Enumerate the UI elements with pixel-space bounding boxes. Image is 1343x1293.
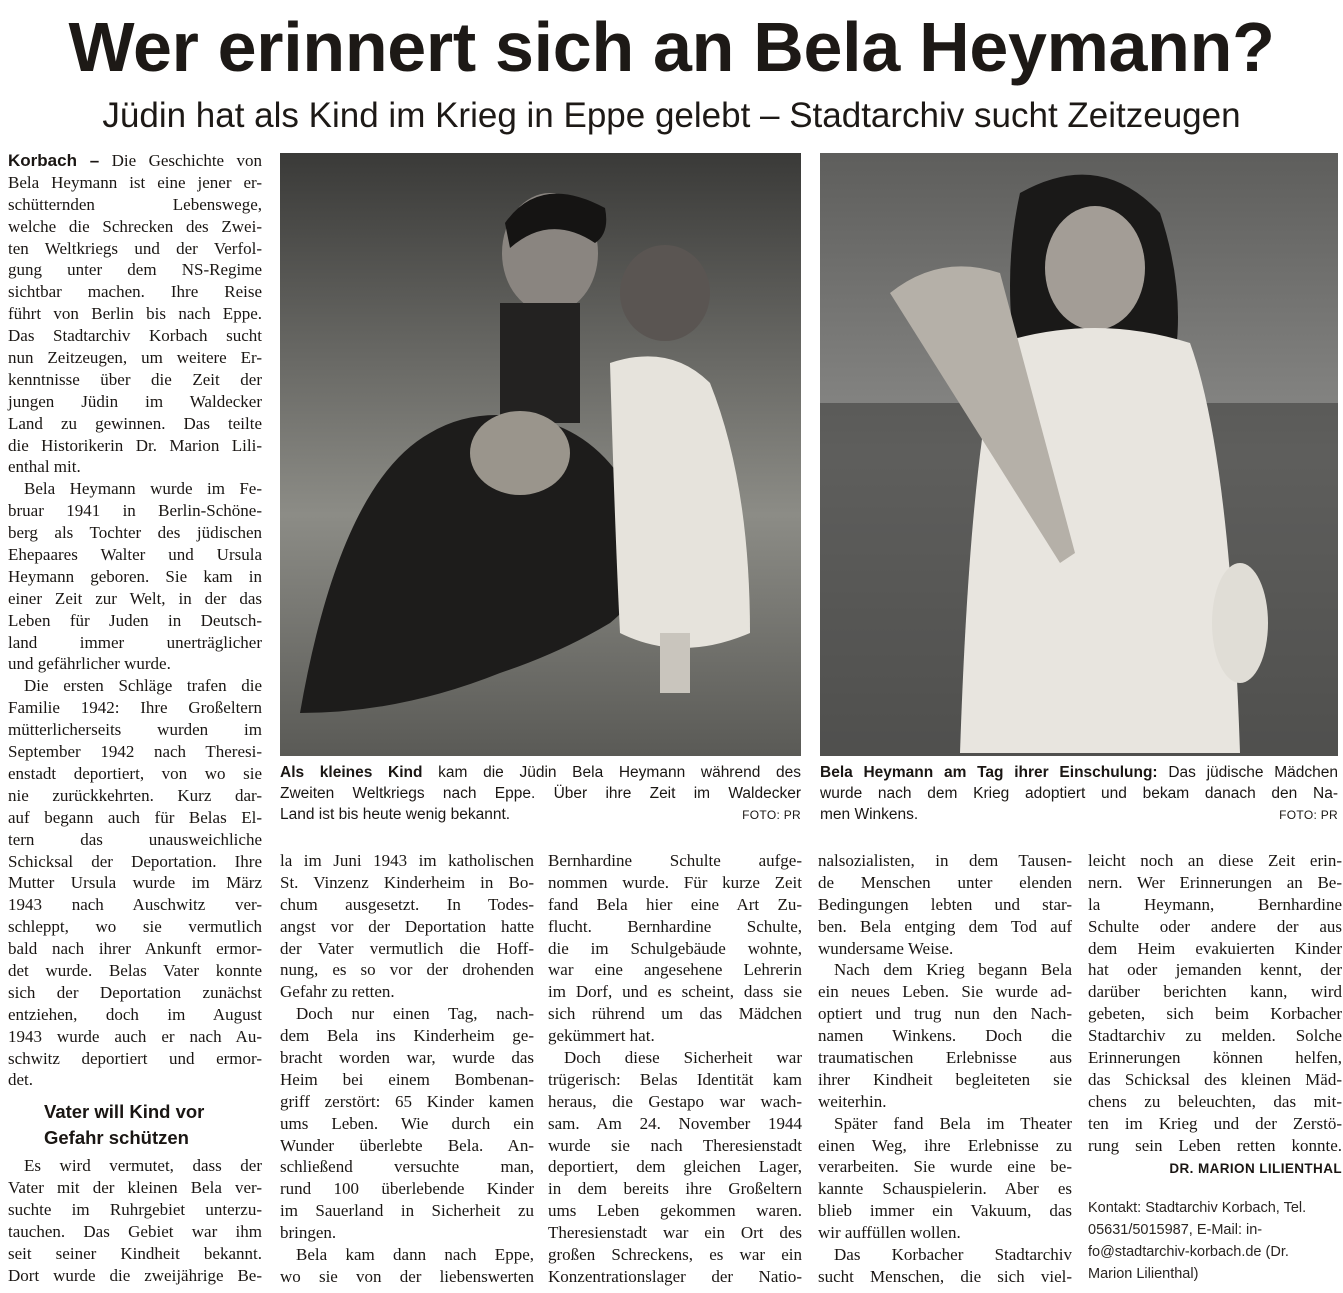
text-line: Bela Heymann ist eine jener er- — [8, 172, 262, 192]
text-line: fand Bela hier eine Art Zu- — [548, 894, 802, 914]
text-line: bruar 1941 in Berlin-Schöne- — [8, 501, 262, 521]
text-line: großen Schreckens, es war ein — [548, 1245, 802, 1265]
text-line: gebeten, sich beim Korbacher — [1088, 1004, 1342, 1024]
text-line: bald nach ihrer Ankunft ermor- — [8, 939, 262, 959]
text-line: berg als Tochter des jüdischen — [8, 523, 262, 543]
paragraph — [8, 1155, 262, 1286]
paragraph — [8, 478, 262, 675]
paragraph — [818, 959, 1072, 1112]
contact-line: fo@stadtarchiv-korbach.de (Dr. — [1088, 1244, 1289, 1261]
text-line: auf begann auch für Belas El- — [8, 807, 262, 827]
text-line: weiterhin. — [818, 1091, 887, 1111]
photo-caption-2: Bela Heymann am Tag ihrer Einschulung: Das jüdische Mädchen wurde nach dem Krieg adoptiert und bekam danach den Na- men Winkens. FOTO: PR — [820, 762, 1338, 826]
caption-lead: Bela Heymann am Tag ihrer Einschulung: — [820, 764, 1158, 781]
text-line: wurde sie nach Theresienstadt — [548, 1135, 802, 1155]
text-line: entziehen, doch im August — [8, 1004, 262, 1024]
text-line: mütterlicherseits wurden im — [8, 720, 262, 740]
paragraph — [548, 850, 802, 1047]
text-line: Mutter Ursula wurde im März — [8, 873, 262, 893]
text-line: de Menschen unter elenden — [818, 872, 1072, 892]
text-line: trügerisch: Belas Identität kam — [548, 1069, 802, 1089]
text-line: 1943 nach Auschwitz ver- — [8, 895, 262, 915]
article-column-3 — [548, 850, 802, 1288]
text-line: im Dorf, und es scheint, dass sie — [548, 982, 802, 1002]
text-line: dem Heim evakuierten Kinder — [1088, 938, 1342, 958]
article-column-1 — [8, 150, 262, 1287]
text-line: Heim bei einem Bombenan- — [280, 1069, 534, 1089]
text-line: St. Vinzenz Kinderheim in Bo- — [280, 872, 534, 892]
text-line: gung unter dem NS-Regime — [8, 260, 262, 280]
photo-credit: FOTO: PR — [1279, 808, 1338, 822]
text-line: Schulte oder andere der aus — [1088, 916, 1342, 936]
text-line: ten im Krieg und der Zerstö- — [1088, 1113, 1342, 1133]
text-line: griff zerstört: 65 Kinder kamen — [280, 1091, 534, 1111]
text-line: nie zurückkehrten. Kurz dar- — [8, 785, 262, 805]
photo-man-with-child-and-rabbit — [280, 153, 801, 756]
text-line: welche die Schrecken des Zwei- — [8, 216, 262, 236]
text-line: heraus, die Gestapo war wach- — [548, 1091, 802, 1111]
text-line: optiert und trug nun den Nach- — [818, 1004, 1072, 1024]
text-line: Land zu gewinnen. Das teilte — [8, 413, 262, 433]
text-line: Es wird vermutet, dass der — [24, 1156, 262, 1176]
text-line: nalsozialisten, in dem Tausen- — [818, 851, 1072, 870]
paragraph — [1088, 850, 1342, 1156]
text-line: Vater mit der kleinen Bela ver- — [8, 1178, 262, 1198]
text-line: Das Stadtarchiv Korbach sucht — [8, 326, 262, 346]
photo-credit: FOTO: PR — [742, 808, 801, 822]
text-line: tauchen. Das Gebiet war ihm — [8, 1221, 262, 1241]
text-line: schwitz deportiert und ermor- — [8, 1048, 262, 1068]
text-line: land immer unerträglicher — [8, 632, 262, 652]
text-line: Dort wurde die zweijährige Be- — [8, 1265, 262, 1285]
paragraph — [8, 675, 262, 1091]
text-line: schließend versuchte man, — [280, 1157, 534, 1177]
text-line: Erinnerungen können helfen, — [1088, 1048, 1342, 1068]
text-line: Doch diese Sicherheit war — [564, 1048, 802, 1068]
text-line: Ehepaares Walter und Ursula — [8, 545, 262, 565]
text-line: nun Zeitzeugen, um weitere Er- — [8, 348, 262, 368]
text-line: det wurde. Belas Vater konnte — [8, 960, 262, 980]
text-line: Stadtarchiv zu melden. Solche — [1088, 1026, 1342, 1046]
text-line: schleppt, wo sie vermutlich — [8, 917, 262, 937]
text-line: Leben für Juden in Deutsch- — [8, 610, 262, 630]
contact-line: 05631/5015987, E-Mail: in- — [1088, 1222, 1263, 1239]
text-line: verarbeiten. Sie wurde eine be- — [818, 1157, 1072, 1177]
paragraph — [280, 1003, 534, 1244]
text-line: kannte Schauspielerin. Aber es — [818, 1179, 1072, 1199]
paragraph — [818, 850, 1072, 959]
text-line: sam. Am 24. November 1944 — [548, 1113, 802, 1133]
text-line: die im Schulgebäude wohnte, — [548, 938, 802, 958]
text-line: hat oder jemanden kennt, der — [1088, 960, 1342, 980]
text-line: seit seiner Kindheit bekannt. — [8, 1243, 262, 1263]
text-line: das Schicksal des kleinen Mäd- — [1088, 1069, 1342, 1089]
text-line: Das Korbacher Stadtarchiv — [834, 1245, 1072, 1265]
text-line: war eine angesehene Lehrerin — [548, 960, 802, 980]
author-byline: DR. MARION LILIENTHAL — [1169, 1161, 1342, 1177]
text-line: Schicksal der Deportation. Ihre — [8, 851, 262, 871]
text-line: det. — [8, 1070, 34, 1090]
paragraph — [548, 1047, 802, 1288]
text-line: führt von Berlin bis nach Eppe. — [8, 304, 262, 324]
text-line: ben. Bela entging dem Tod auf — [818, 916, 1072, 936]
text-line: Bela Heymann wurde im Fe- — [24, 479, 262, 499]
text-line: nommen wurde. Für kurze Zeit — [548, 872, 802, 892]
text-line: Korbach – Die Geschichte von — [8, 151, 262, 170]
text-line: dem Bela ins Kinderheim ge- — [280, 1026, 534, 1046]
text-line: jungen Jüdin im Waldecker — [8, 391, 262, 411]
text-line: Gefahr zu retten. — [280, 982, 395, 1002]
text-line: sichtbar machen. Ihre Reise — [8, 282, 262, 302]
text-line: leicht noch an diese Zeit erin- — [1088, 851, 1342, 870]
contact-line: Kontakt: Stadtarchiv Korbach, Tel. — [1088, 1200, 1307, 1217]
contact-line: Marion Lilienthal) — [1088, 1266, 1199, 1283]
photo-caption-1: Als kleines Kind kam die Jüdin Bela Heymann während des Zweiten Weltkriegs nach Eppe. Über ihre Zeit im Waldecker Land ist bis heute wenig bekannt. FOTO: PR — [280, 762, 801, 826]
paragraph — [8, 150, 262, 478]
text-line: Theresienstadt war ein Ort des — [548, 1223, 802, 1243]
text-line: 1943 wurde auch er nach Au- — [8, 1026, 262, 1046]
paragraph — [818, 1113, 1072, 1244]
text-line: angst vor der Deportation hatte — [280, 916, 534, 936]
text-line: la Heymann, Bernhardine — [1088, 894, 1342, 914]
text-line: suchte im Ruhrgebiet unterzu- — [8, 1200, 262, 1220]
text-line: Heymann geboren. Sie kam in — [8, 566, 262, 586]
text-line: chens zu beleuchten, das mit- — [1088, 1091, 1342, 1111]
article-column-5 — [1088, 850, 1342, 1285]
text-line: darüber berichten kann, wird — [1088, 982, 1342, 1002]
subtitle: Jüdin hat als Kind im Krieg in Eppe gelebt – Stadtarchiv sucht Zeitzeugen — [102, 96, 1241, 135]
text-line: der Vater vermutlich die Hoff- — [280, 938, 534, 958]
text-line: Die ersten Schläge trafen die — [24, 676, 262, 696]
headline: Wer erinnert sich an Bela Heymann? — [68, 8, 1275, 86]
text-line: chum ausgesetzt. In Todes- — [280, 894, 534, 914]
text-line: im Sauerland in Sicherheit zu — [280, 1201, 534, 1221]
text-line: ums Leben. Wie durch ein — [280, 1113, 534, 1133]
article-column-2 — [280, 850, 534, 1288]
text-line: ein neues Leben. Sie wurde ad- — [818, 982, 1072, 1002]
text-line: bringen. — [280, 1223, 337, 1243]
paragraph — [818, 1244, 1072, 1288]
text-line: Später fand Bela im Theater — [834, 1113, 1072, 1133]
text-line: September 1942 nach Theresi- — [8, 742, 262, 762]
text-line: enthal mit. — [8, 457, 81, 477]
text-line: rung sein Leben retten konnte. — [1088, 1135, 1342, 1155]
text-line: Bedingungen lebten und star- — [818, 894, 1072, 914]
dateline: Korbach – — [8, 151, 100, 170]
text-line: nern. Wer Erinnerungen an Be- — [1088, 872, 1342, 892]
text-line: blieb immer ein Vakuum, das — [818, 1201, 1072, 1221]
text-line: Nach dem Krieg begann Bela — [834, 960, 1072, 980]
text-line: traumatischen Erlebnisse aus — [818, 1048, 1072, 1068]
text-line: flucht. Bernhardine Schulte, — [548, 916, 802, 936]
text-line: rund 100 überlebende Kinder — [280, 1179, 534, 1199]
text-line: la im Juni 1943 im katholischen — [280, 851, 534, 870]
text-line: sich der Deportation zunächst — [8, 982, 262, 1002]
subheading-line: Vater will Kind vor — [44, 1101, 205, 1123]
text-line: wir auffüllen wollen. — [818, 1223, 961, 1243]
text-line: Bela kam dann nach Eppe, — [296, 1245, 534, 1265]
text-line: enstadt deportiert, von wo sie — [8, 763, 262, 783]
text-line: einen Weg, ihre Erlebnisse zu — [818, 1135, 1072, 1155]
text-line: Wunder überlebte Bela. An- — [280, 1135, 534, 1155]
text-line: ums Leben gekommen waren. — [548, 1201, 802, 1221]
text-line: in dem bereits ihre Großeltern — [548, 1179, 802, 1199]
paragraph — [280, 850, 534, 1003]
caption-lead: Als kleines Kind — [280, 764, 423, 781]
contact-info — [1088, 1197, 1342, 1285]
text-line: wo sie von der liebenswerten — [280, 1266, 534, 1286]
text-line: schütternden Lebenswege, — [8, 194, 262, 214]
text-line: deportiert, dem gleichen Lager, — [548, 1157, 802, 1177]
text-line: ten Weltkriegs und der Verfol- — [8, 238, 262, 258]
text-line: sucht Menschen, die sich viel- — [818, 1266, 1072, 1286]
text-line: Doch nur einen Tag, nach- — [296, 1004, 534, 1024]
article-column-4 — [818, 850, 1072, 1288]
paragraph — [280, 1244, 534, 1288]
text-line: und gefährlicher wurde. — [8, 654, 171, 674]
text-line: ihrer Kindheit begleiteten sie — [818, 1069, 1072, 1089]
text-line: Konzentrationslager der Natio- — [548, 1266, 802, 1286]
text-line: bracht worden war, wurde das — [280, 1048, 534, 1068]
text-line: einer Zeit zur Welt, in der das — [8, 588, 262, 608]
text-line: Bernhardine Schulte aufge- — [548, 851, 802, 870]
text-line: wundersame Weise. — [818, 938, 954, 958]
text-line: namen Winkens. Doch die — [818, 1026, 1072, 1046]
text-line: sich rührend um das Mädchen — [548, 1004, 802, 1024]
subheading-line: Gefahr schützen — [44, 1127, 189, 1149]
text-line: nung, es so vor der drohenden — [280, 960, 534, 980]
text-line: kenntnisse über die Zeit der — [8, 369, 262, 389]
text-line: tern das unausweichliche — [8, 829, 262, 849]
text-line: die Historikerin Dr. Marion Lili- — [8, 435, 262, 455]
subheading — [8, 1099, 262, 1151]
text-line: Familie 1942: Ihre Großeltern — [8, 698, 262, 718]
text-line: gekümmert hat. — [548, 1026, 655, 1046]
photo-girl-school-cone — [820, 153, 1338, 756]
